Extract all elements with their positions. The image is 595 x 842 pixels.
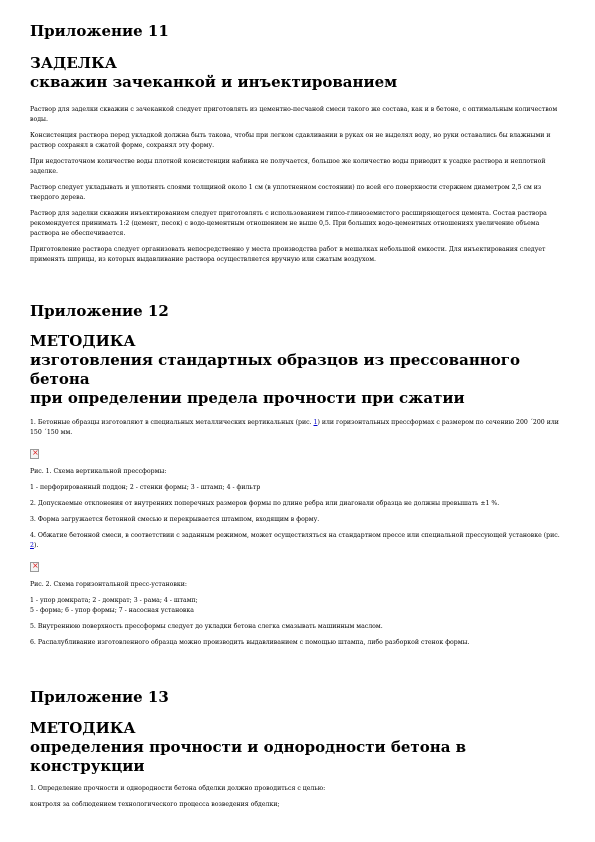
appendix-12: [30, 302, 565, 648]
figure-1-link[interactable]: 1: [313, 419, 318, 426]
appendix-12-paragraph-1: 1. Бетонные образцы изготовляют в специальных металлических вертикальных (рис. 1) или горизонтальных прессформах с размером по сечению 200 ´200 или 150 ´150 мм.: [30, 419, 559, 436]
appendix-12-title-1: МЕТОДИКА: [30, 332, 136, 350]
appendix-11: [30, 22, 565, 265]
appendix-11-paragraph: Раствор для заделки скважин с зачеканкой следует приготовлять из цементно-песчаной смеси такого же состава, как и в бетоне, с оптимальным количеством воды.: [30, 106, 558, 123]
figure-2-legend-line-2: 5 - форма; 6 - упор формы; 7 - насосная установка: [30, 607, 194, 614]
appendix-13: [30, 688, 565, 810]
appendix-12-heading: Приложение 12: [30, 302, 169, 320]
appendix-11-paragraph: Консистенция раствора перед укладкой должна быть такова, чтобы при легком сдавливании в руках он не выделял воду, но руки оставались бы влажными и раствор сохранял в сжатой форме, сохранял эту форму.: [30, 132, 551, 149]
appendix-13-title-1: МЕТОДИКА: [30, 719, 136, 737]
appendix-12-paragraph-3: 3. Форма загружается бетонной смесью и перекрывается штампом, входящим в форму.: [30, 516, 320, 523]
appendix-13-paragraph-1: 1. Определение прочности и однородности бетона обделки должно проводиться с целью:: [30, 785, 326, 792]
figure-1-legend: 1 - перфорированный поддон; 2 - стенки формы; 3 - штамп; 4 - фильтр: [30, 484, 261, 491]
figure-1-caption: Рис. 1. Схема вертикальной прессформы:: [30, 468, 167, 475]
appendix-13-heading: Приложение 13: [30, 688, 169, 706]
appendix-11-paragraph: Приготовление раствора следует организовать непосредственно у места производства работ в мешалках небольшой емкости. Для инъектирования следует применять шприцы, из которых выдавливание раствора осуществляется вручную или сжатым воздухом.: [30, 246, 546, 263]
appendix-11-paragraph: При недостаточном количестве воды плотной консистенции набивка не получается, большое же количество воды приводит к усадке раствора и неплотной заделке.: [30, 158, 546, 175]
broken-image-icon: [30, 449, 39, 459]
appendix-12-paragraph-2: 2. Допускаемые отклонения от внутренних поперечных размеров формы по длине ребра или диагонали образца не должны превышать ±1 %.: [30, 500, 500, 507]
appendix-11-paragraph: Раствор для заделки скважин инъектированием следует приготовлять с использованием гипсо-глиноземистого расширяющегося цемента. Состав раствора рекомендуется принимать 1:2 (цемент, песок) с водо-цементным отношением не выше 0,5. При больших водо-цементных отношениях увеличение объема раствора не обеспечивается.: [30, 210, 547, 237]
appendix-11-heading: Приложение 11: [30, 22, 169, 40]
figure-2-legend-line-1: 1 - упор домкрата; 2 - домкрат; 3 - рама; 4 - штамп;: [30, 597, 198, 604]
appendix-12-title-3: при определении предела прочности при сжатии: [30, 389, 465, 407]
appendix-13-title-2: определения прочности и однородности бетона в конструкции: [30, 738, 467, 775]
appendix-12-paragraph-4: 4. Обжатие бетонной смеси, в соответствии с заданным режимом, может осуществляться на стандартном прессе или специальной прессующей установке (рис. 2).: [30, 532, 560, 549]
appendix-12-paragraph-5: 5. Внутреннюю поверхность прессформы следует до укладки бетона слегка смазывать машинным маслом.: [30, 623, 383, 630]
figure-2-link[interactable]: 2: [30, 542, 34, 549]
appendix-11-title-2: скважин зачеканкой и инъектированием: [30, 73, 398, 91]
appendix-13-paragraph-2: контроля за соблюдением технологического процесса возведения обделки;: [30, 801, 280, 808]
appendix-12-title-2: изготовления стандартных образцов из прессованного бетона: [30, 351, 520, 388]
appendix-11-title-1: ЗАДЕЛКА: [30, 54, 117, 72]
appendix-11-paragraph: Раствор следует укладывать и уплотнять слоями толщиной около 1 см (в уплотненном состоянии) по всей его поверхности стержнем диаметром 2,5 см из твердого дерева.: [30, 184, 542, 201]
appendix-12-paragraph-6: 6. Распалубливание изготовленного образца можно производить выдавливанием с помощью штампа, либо разборкой стенок формы.: [30, 639, 470, 646]
broken-image-icon: [30, 562, 39, 572]
figure-2-caption: Рис. 2. Схема горизонтальной пресс-установки:: [30, 581, 187, 588]
